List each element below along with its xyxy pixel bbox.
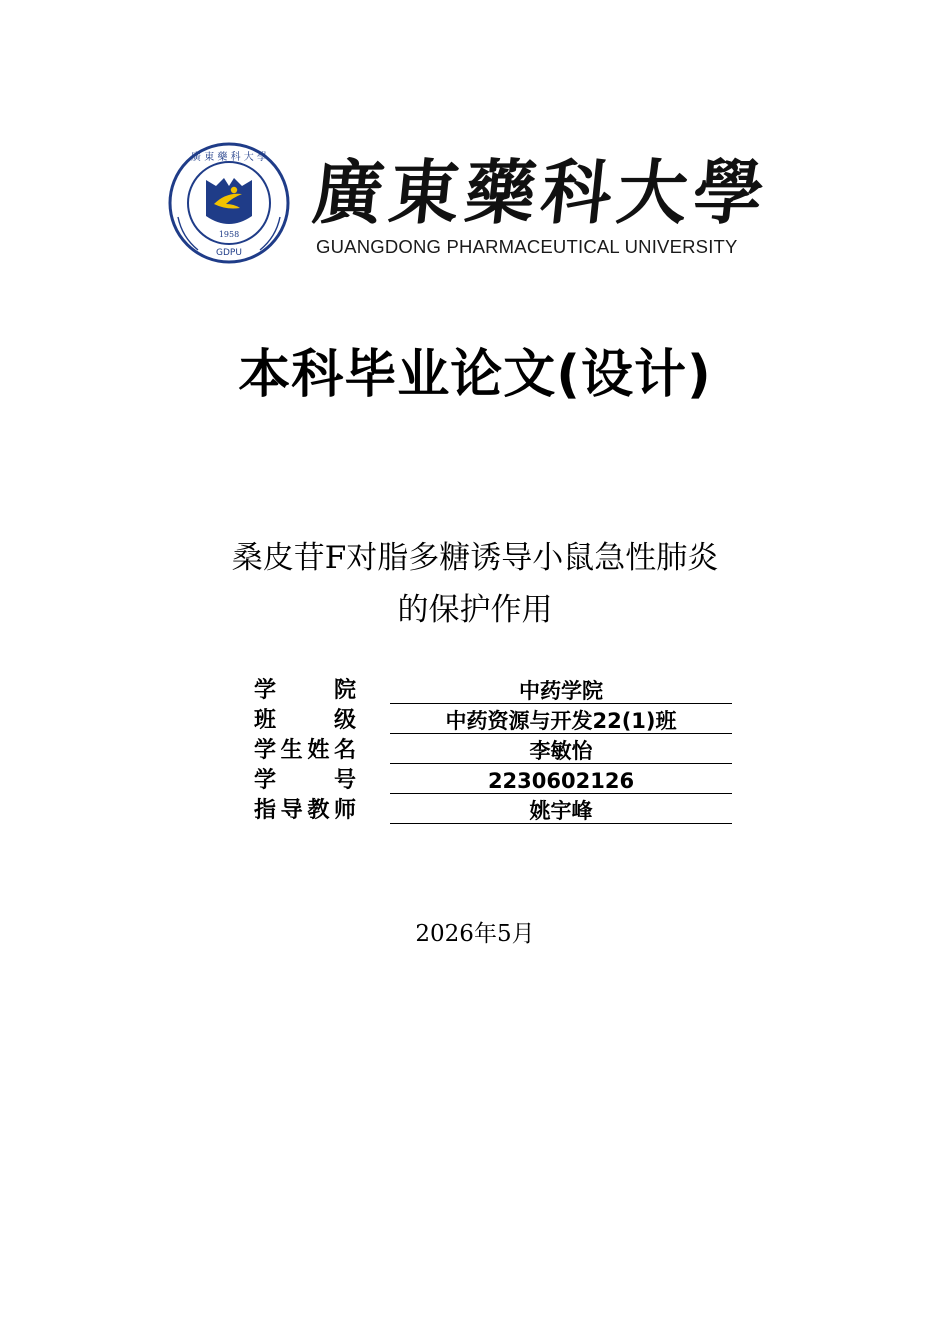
advisor-label: 指 导 教 师 <box>254 798 356 823</box>
advisor-value: 姚宇峰 <box>390 797 732 824</box>
svg-text:GDPU: GDPU <box>216 248 242 258</box>
student-name-label: 学 生 姓 名 <box>254 738 356 763</box>
submission-date: 2026年5月 <box>415 921 535 947</box>
student-id-value: 2230602126 <box>390 767 732 794</box>
thesis-type-heading: 本科毕业论文(设计) <box>238 345 712 405</box>
university-name-char: 廣 <box>309 150 388 234</box>
university-seal-logo <box>168 142 290 264</box>
svg-text:廣 東 藥 科 大 學: 廣 東 藥 科 大 學 <box>191 152 267 163</box>
university-name-char: 學 <box>689 150 768 234</box>
university-name-char: 藥 <box>461 150 540 234</box>
student-name-value: 李敏怡 <box>390 737 732 764</box>
university-header <box>168 140 768 265</box>
svg-text:1958: 1958 <box>218 230 240 239</box>
info-row-student-name <box>254 737 734 767</box>
student-info-table <box>254 677 734 827</box>
university-name-char: 大 <box>613 150 692 234</box>
class-value: 中药资源与开发22(1)班 <box>390 707 732 734</box>
university-name-char: 東 <box>385 150 464 234</box>
info-row-student-id <box>254 767 734 797</box>
class-label: 班 级 <box>254 708 356 733</box>
college-label: 学 院 <box>254 678 356 703</box>
info-row-class <box>254 707 734 737</box>
info-row-advisor <box>254 797 734 827</box>
student-id-label: 学 号 <box>254 768 356 793</box>
university-name-char: 科 <box>537 150 616 234</box>
university-name-english: GUANGDONG PHARMACEUTICAL UNIVERSITY <box>316 236 738 257</box>
thesis-title-line-1: 桑皮苷F对脂多糖诱导小鼠急性肺炎 <box>231 540 719 576</box>
university-name-chinese <box>309 144 768 234</box>
info-row-college <box>254 677 734 707</box>
college-value: 中药学院 <box>390 677 732 704</box>
thesis-title-line-2: 的保护作用 <box>397 592 553 628</box>
